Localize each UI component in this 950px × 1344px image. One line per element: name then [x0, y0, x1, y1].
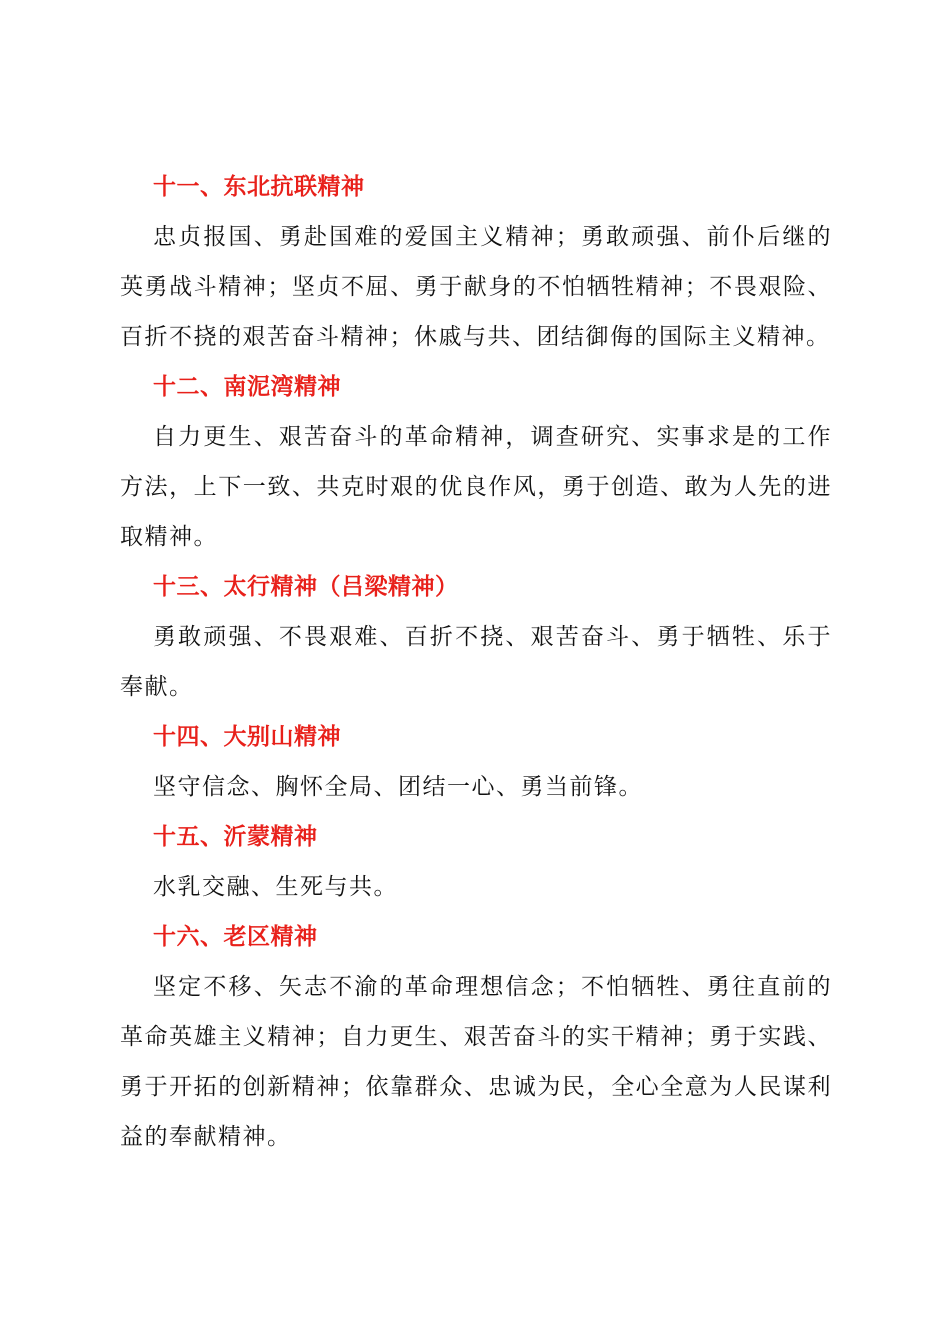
section-body-16: 坚定不移、矢志不渝的革命理想信念；不怕牺牲、勇往直前的革命英雄主义精神；自力更生、艰苦奋斗的实干精神；勇于实践、勇于开拓的创新精神；依靠群众、忠诚为民，全心全意为人民谋利益的奉献精神。: [120, 974, 832, 1150]
section-heading-12: 十二、南泥湾精神: [153, 374, 341, 400]
section-heading-14: 十四、大别山精神: [153, 724, 341, 750]
document-content: [120, 162, 832, 1162]
section-heading-13: 十三、太行精神（吕梁精神）: [153, 574, 459, 600]
section-heading-15: 十五、沂蒙精神: [153, 824, 318, 850]
section-body-15: 水乳交融、生死与共。: [153, 874, 398, 900]
section-body-13: 勇敢顽强、不畏艰难、百折不挠、艰苦奋斗、勇于牺牲、乐于奉献。: [120, 624, 832, 700]
section-body-11: 忠贞报国、勇赴国难的爱国主义精神；勇敢顽强、前仆后继的英勇战斗精神；坚贞不屈、勇于献身的不怕牺牲精神；不畏艰险、百折不挠的艰苦奋斗精神；休戚与共、团结御侮的国际主义精神。: [120, 224, 832, 350]
section-heading-11: 十一、东北抗联精神: [153, 174, 365, 200]
section-body-12: 自力更生、艰苦奋斗的革命精神，调查研究、实事求是的工作方法，上下一致、共克时艰的优良作风，勇于创造、敢为人先的进取精神。: [120, 424, 832, 550]
section-body-14: 坚守信念、胸怀全局、团结一心、勇当前锋。: [153, 774, 643, 800]
section-heading-16: 十六、老区精神: [153, 924, 318, 950]
